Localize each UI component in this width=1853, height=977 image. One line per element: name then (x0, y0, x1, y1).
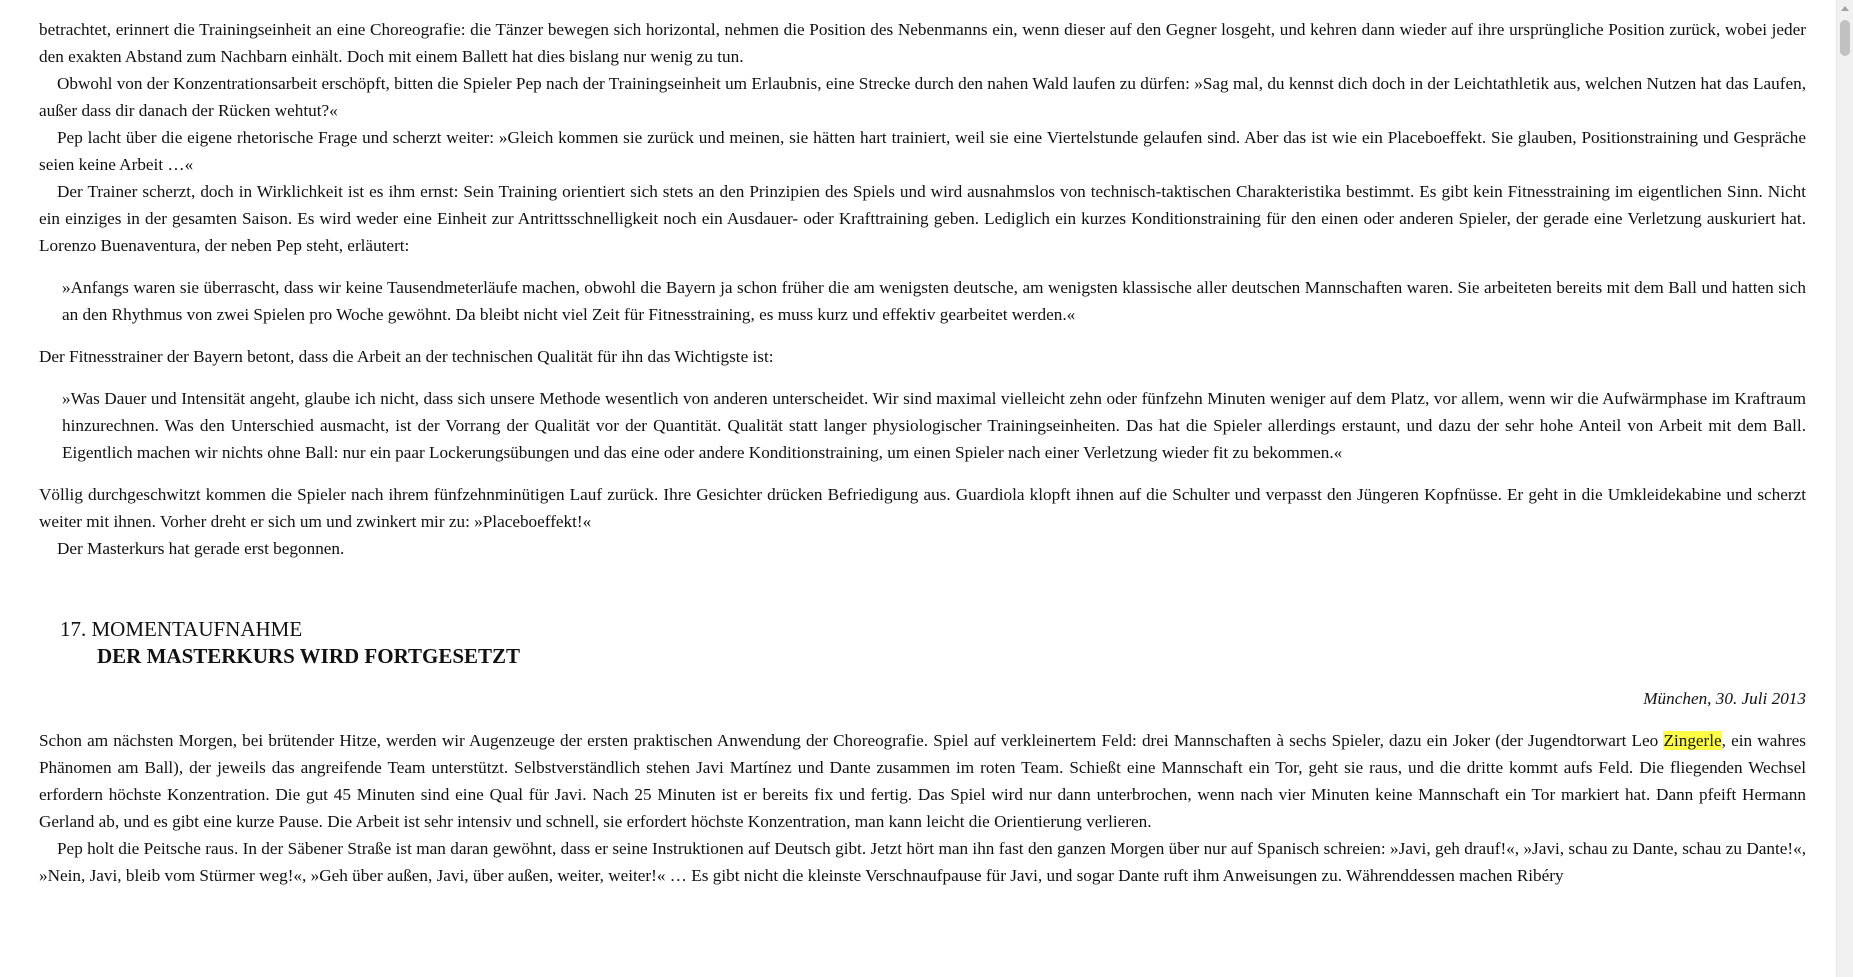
paragraph: Der Fitnesstrainer der Bayern betont, dass die Arbeit an der technischen Qualität für ihn das Wichtigste ist: (39, 347, 774, 366)
scroll-up-arrow-icon[interactable] (1841, 6, 1849, 11)
paragraph-text: Schon am nächsten Morgen, bei brütender Hitze, werden wir Augenzeuge der ersten praktischen Anwendung der Choreografie. Spiel auf verkleinertem Feld: drei Mannschaften à sechs Spieler, dazu ein Joker (der Jugendtorwart Leo (39, 731, 1664, 750)
document-page (39, 16, 1806, 889)
spacer (39, 370, 1806, 385)
paragraph: Der Masterkurs hat gerade erst begonnen. (57, 539, 345, 558)
paragraph: Völlig durchgeschwitzt kommen die Spieler nach ihrem fünfzehnminütigen Lauf zurück. Ihre Gesichter drücken Befriedigung aus. Guardiola klopft ihnen auf die Schulter und verpasst den Jüngeren Kopfnüsse. Er geht in die Umkleidekabine und scherzt weiter mit ihnen. Vorher dreht er sich um und zwinkert mir zu: »Placeboeffekt!« (39, 485, 1806, 531)
scrollbar-thumb[interactable] (1840, 20, 1850, 56)
dateline: München, 30. Juli 2013 (1643, 689, 1806, 708)
chapter-number: 17. MOMENTAUFNAHME (60, 617, 303, 641)
vertical-scrollbar[interactable] (1836, 0, 1853, 977)
block-quote: »Anfangs waren sie überrascht, dass wir keine Tausendmeterläufe machen, obwohl die Bayern ja schon früher die am wenigsten deutsche, am wenigsten klassische aller deutschen Mannschaften waren. Sie arbeiteten bereits mit dem Ball und hatten sich an den Rhythmus von zwei Spielen pro Woche gewöhnt. Da bleibt nicht viel Zeit für Fitnesstraining, es muss kurz und effektiv gearbeitet werden.« (62, 278, 1806, 324)
block-quote: »Was Dauer und Intensität angeht, glaube ich nicht, dass sich unsere Methode wesentlich von anderen unterscheidet. Wir sind maximal vielleicht zehn oder fünfzehn Minuten weniger auf dem Platz, vor allem, wenn wir die Aufwärmphase im Kraftraum hinzurechnen. Was den Unterschied ausmacht, ist der Vorrang der Qualität vor der Quantität. Qualität statt langer physiologischer Trainingseinheiten. Das hat die Spieler allerdings erstaunt, und dazu der sehr hohe Anteil von Arbeit mit dem Ball. Eigentlich machen wir nichts ohne Ball: nur ein paar Lockerungsübungen und das eine oder andere Konditionstraining, um einen Spieler nach einer Verletzung wieder fit zu bekommen.« (62, 389, 1806, 462)
spacer (39, 328, 1806, 343)
paragraph: betrachtet, erinnert die Trainingseinheit an eine Choreografie: die Tänzer bewegen sich horizontal, nehmen die Position des Nebenmanns ein, wenn dieser auf den Gegner losgeht, und kehren dann wieder auf ihre ursprüngliche Position zurück, wobei jeder den exakten Abstand zum Nachbarn einhält. Doch mit einem Ballett hat dies bislang nur wenig zu tun. (39, 20, 1806, 66)
paragraph-text: , ein wahres Phänomen am Ball), der jeweils das angreifende Team unterstützt. Selbstverständlich stehen Javi Martínez und Dante zusammen im roten Team. Schießt eine Mannschaft ein Tor, geht sie raus, und die dritte kommt aufs Feld. Die fliegenden Wechsel erfordern höchste Konzentration. Die gut 45 Minuten sind eine Qual für Javi. Nach 25 Minuten ist er bereits fix und fertig. Das Spiel wird nur dann unterbrochen, wenn nach vier Minuten keine Mannschaft ein Tor markiert hat. Dann pfeift Hermann Gerland ab, und es gibt eine kurze Pause. Die Arbeit ist sehr intensiv und schnell, sie erfordert höchste Konzentration, man kann leicht die Orientierung verlieren. (39, 731, 1806, 831)
paragraph: Pep holt die Peitsche raus. In der Säbener Straße ist man daran gewöhnt, dass er seine Instruktionen auf Deutsch gibt. Jetzt hört man ihn fast den ganzen Morgen über nur auf Spanisch schreien: »Javi, geh drauf!«, »Javi, schau zu Dante, schau zu Dante!«, »Nein, Javi, bleib vom Stürmer weg!«, »Geh über außen, Javi, über außen, weiter, weiter!« … Es gibt nicht die kleinste Verschnaufpause für Javi, und sogar Dante ruft ihm Anweisungen zu. Währenddessen machen Ribéry (39, 839, 1806, 885)
paragraph: Der Trainer scherzt, doch in Wirklichkeit ist es ihm ernst: Sein Training orientiert sich stets an den Prinzipien des Spiels und wird ausnahmslos von technisch-taktischen Charakteristika bestimmt. Es gibt kein Fitnesstraining im eigentlichen Sinn. Nicht ein einziges in der gesamten Saison. Es wird weder eine Einheit zur Antrittsschnelligkeit noch ein Ausdauer- oder Krafttraining geben. Lediglich ein kurzes Konditionstraining für den einen oder anderen Spieler, der gerade eine Verletzung auskuriert hat. Lorenzo Buenaventura, der neben Pep steht, erläutert: (39, 182, 1806, 255)
spacer (39, 712, 1806, 727)
spacer (39, 562, 1806, 616)
paragraph (39, 727, 1806, 835)
paragraph: Pep lacht über die eigene rhetorische Frage und scherzt weiter: »Gleich kommen sie zurück und meinen, sie hätten hart trainiert, weil sie eine Viertelstunde gelaufen sind. Aber das ist wie ein Placeboeffekt. Sie glauben, Positionstraining und Gespräche seien keine Arbeit …« (39, 128, 1806, 174)
search-highlight[interactable]: Zingerle (1663, 731, 1722, 750)
spacer (39, 466, 1806, 481)
spacer (39, 670, 1806, 685)
spacer (39, 259, 1806, 274)
chapter-title: DER MASTERKURS WIRD FORTGESETZT (97, 644, 521, 668)
paragraph: Obwohl von der Konzentrationsarbeit erschöpft, bitten die Spieler Pep nach der Trainingseinheit um Erlaubnis, eine Strecke durch den nahen Wald laufen zu dürfen: »Sag mal, du kennst dich doch in der Leichtathletik aus, welchen Nutzen hat das Laufen, außer dass dir danach der Rücken wehtut?« (39, 74, 1806, 120)
